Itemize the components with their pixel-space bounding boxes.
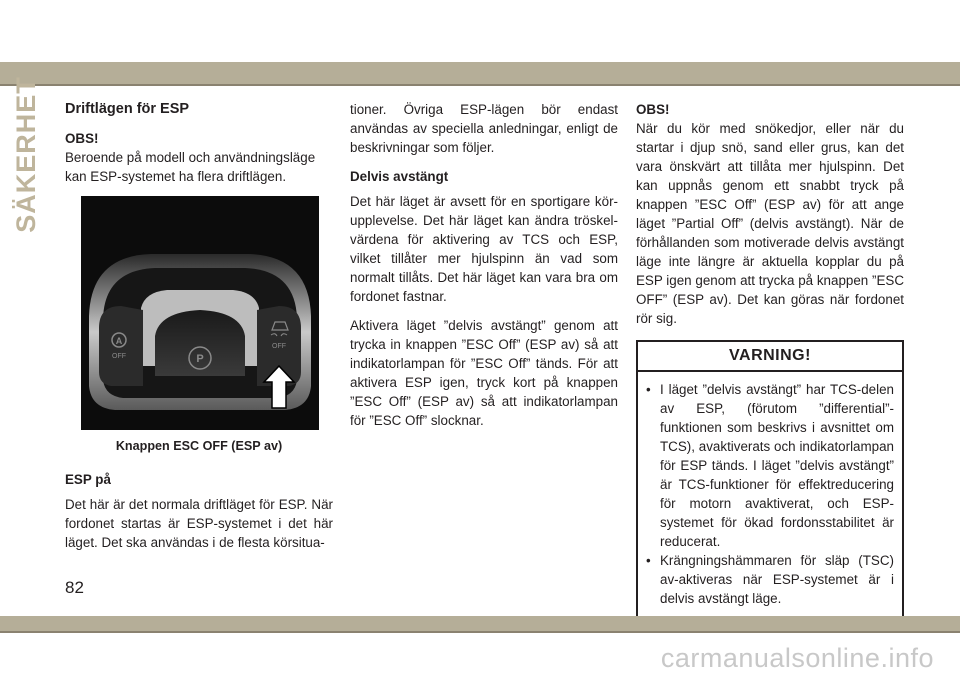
- warning-box: [636, 340, 904, 619]
- bullet-icon: •: [646, 553, 651, 568]
- warning-item-text: I läget ”delvis avstängt” har TCS-delen av ESP, (förutom ”differential”-funktionen som beskrivs i avsnittet om TCS), avaktiverats och indikatorlampan för ESP tänds. I läget ”delvis avstängt” är TCS-funktioner för effektreducering för motorn avaktiverat, och ESP-systemet för ökad fordonsstabilitet är reducerat.: [660, 382, 894, 549]
- warning-item: [646, 551, 894, 608]
- note-text-2: När du kör med snökedjor, eller när du startar i djup snö, sand eller grus, kan det vara önskvärt att tillåta mer hjulspinn. Det kan uppnås genom ett snabbt tryck på knappen ”ESC Off” (ESP av) för att ange läget ”Partial Off” (delvis avstängt). När de förhållanden som motiverade delvis avstängt läge inte längre är aktuella kopplar du på ESP igen genom att trycka på knappen ”ESC OFF” (ESP av). Det kan göras när fordonet rör sig.: [636, 121, 904, 326]
- bullet-icon: •: [646, 382, 651, 397]
- dashboard-illustration: [81, 196, 319, 430]
- note-text: Beroende på modell och användningsläge kan ESP-systemet ha flera driftlägen.: [65, 150, 316, 184]
- svg-text:P: P: [196, 353, 204, 365]
- column-3: [636, 100, 904, 619]
- svg-text:A: A: [115, 336, 123, 346]
- warning-item-text: Krängningshämmaren för släp (TSC) av-aktiveras när ESP-systemet är i delvis avstängt läge.: [660, 553, 894, 606]
- warning-title: VARNING!: [638, 342, 902, 372]
- partial-off-text: Det här läget är avsett för en sportigare kör-upplevelse. Det här läget kan ändra tröskel-värdena för aktivering av TCS och ESP, vilket tillåter mer hjulspinn än vad som normalt tillåts. Det här läget kan vara bra om fordonet fastnar.: [350, 194, 618, 304]
- note-title-2: OBS!: [636, 102, 670, 117]
- column-1: [65, 100, 333, 562]
- top-color-band: [0, 62, 960, 84]
- continued-text: tioner. Övriga ESP-lägen bör endast användas av speciella anledningar, enligt de beskrivningar som följer.: [350, 102, 618, 155]
- note-title: OBS!: [65, 131, 99, 146]
- watermark: carmanualsonline.info: [660, 643, 934, 673]
- heading-partial-off: Delvis avstängt: [350, 169, 449, 184]
- bottom-color-band: [0, 616, 960, 631]
- right-button-label: OFF: [272, 343, 286, 350]
- warning-item: [646, 380, 894, 551]
- photo-caption: Knappen ESC OFF (ESP av): [115, 439, 283, 453]
- section-side-label: [10, 75, 42, 233]
- heading-esp-on: ESP på: [65, 472, 111, 487]
- bottom-rule: [0, 631, 960, 633]
- top-rule: [0, 84, 960, 86]
- heading-esp-modes: Driftlägen för ESP: [65, 101, 190, 117]
- column-2: [350, 100, 618, 440]
- warning-body: [638, 372, 902, 617]
- activate-text: Aktivera läget ”delvis avstängt” genom att trycka in knappen ”ESC Off” (ESP av) så att indikatorlampan för ”ESC Off” tänds. För att aktivera ESP igen, tryck kort på knappen ”ESC Off” (ESP av) så att indikatorlampan för ”ESC Off” slocknar.: [350, 318, 618, 428]
- esp-on-text: Det här är det normala driftläget för ESP. När fordonet startas är ESP-systemet i det här läget. Det ska användas i de flesta körsitua-: [65, 497, 333, 550]
- section-label-text: SÄKERHET: [10, 75, 41, 233]
- esc-off-button-photo: [81, 196, 319, 430]
- page-number: 82: [65, 578, 84, 597]
- left-button-label: OFF: [112, 353, 126, 360]
